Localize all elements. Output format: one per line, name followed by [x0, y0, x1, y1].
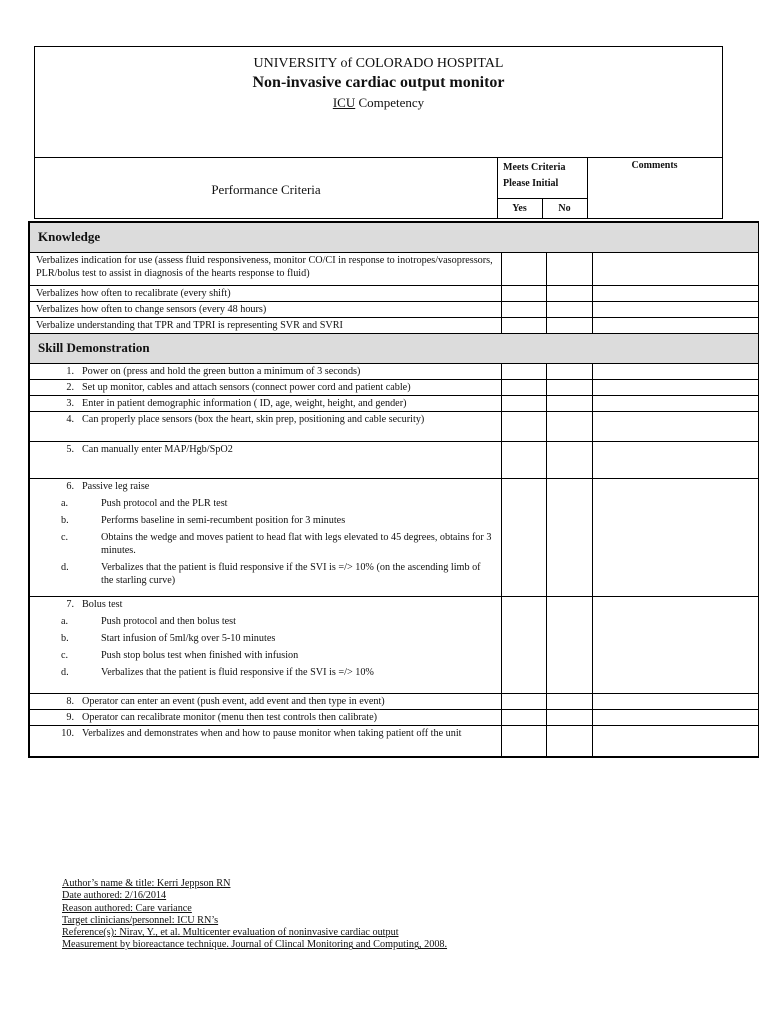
knowledge-4-yes-cell[interactable]: [502, 318, 547, 334]
footer-author: Author’s name & title: Kerri Jeppson RN: [62, 878, 231, 889]
table-row: [30, 253, 759, 286]
knowledge-3-yes-cell[interactable]: [502, 302, 547, 318]
skill-8-yes-cell[interactable]: [502, 694, 547, 710]
criterion-text: Bolus test: [82, 599, 123, 610]
skill-8-comments-cell[interactable]: [593, 694, 759, 710]
knowledge-3-no-cell[interactable]: [547, 302, 593, 318]
sub-criterion: [36, 514, 495, 527]
item-number: 8.: [66, 696, 74, 707]
meets-criteria-text: Meets Criteria: [503, 162, 566, 173]
subtitle-icu: ICU: [332, 95, 356, 110]
footer-target: Target clinicians/personnel: ICU RN’s: [62, 914, 219, 926]
table-row: [30, 597, 759, 694]
header-box: [34, 46, 723, 158]
sub-text: Obtains the wedge and moves patient to head flat with legs elevated to 45 degrees, obtains for 3 minutes.: [101, 532, 492, 556]
knowledge-1-comments-cell[interactable]: [593, 253, 759, 286]
hospital-name: UNIVERSITY of COLORADO HOSPITAL: [253, 56, 504, 71]
table-row: [30, 479, 759, 597]
criterion-cell: [30, 694, 502, 710]
skill-8-no-cell[interactable]: [547, 694, 593, 710]
sub-text: Start infusion of 5ml/kg over 5-10 minutes: [101, 633, 276, 644]
criterion-cell: [30, 597, 502, 694]
criterion-cell: [30, 726, 502, 757]
item-number: 5.: [66, 444, 74, 455]
skill-4-comments-cell[interactable]: [593, 412, 759, 442]
skill-3-comments-cell[interactable]: [593, 396, 759, 412]
table-row: [30, 286, 759, 302]
item-number: 9.: [66, 712, 74, 723]
criterion-text: Power on (press and hold the green button a minimum of 3 seconds): [82, 366, 361, 377]
performance-criteria-label: Performance Criteria: [211, 182, 321, 197]
skill-7-comments-cell[interactable]: [593, 597, 759, 694]
criterion-cell: [30, 380, 502, 396]
sub-text: Push stop bolus test when finished with infusion: [101, 650, 299, 661]
skill-7-yes-cell[interactable]: [502, 597, 547, 694]
item-number: 4.: [66, 414, 74, 425]
criterion-cell: [30, 710, 502, 726]
criterion-item: [36, 711, 495, 724]
criterion-text: Operator can enter an event (push event, add event and then type in event): [82, 696, 385, 707]
table-row: [30, 442, 759, 479]
sub-criterion: [36, 531, 495, 557]
footer-reference-cont: Measurement by bioreactance technique. Journal of Clincal Monitoring and Computing, 2008.: [62, 939, 448, 951]
knowledge-1-yes-cell[interactable]: [502, 253, 547, 286]
document-title: Non-invasive cardiac output monitor: [252, 74, 505, 91]
knowledge-2-yes-cell[interactable]: [502, 286, 547, 302]
knowledge-1-no-cell[interactable]: [547, 253, 593, 286]
criterion-item: [36, 598, 495, 611]
item-number: 10.: [61, 728, 74, 739]
knowledge-4-no-cell[interactable]: [547, 318, 593, 334]
item-number: 3.: [66, 398, 74, 409]
skill-9-comments-cell[interactable]: [593, 710, 759, 726]
sub-criterion: [36, 615, 495, 628]
criterion-item: [36, 443, 495, 456]
sub-letter: b.: [61, 633, 69, 644]
item-number: 2.: [66, 382, 74, 393]
item-number: 7.: [66, 599, 74, 610]
criterion-cell: [30, 396, 502, 412]
sub-criterion: [36, 666, 495, 679]
table-row: [30, 710, 759, 726]
sub-letter: c.: [61, 650, 69, 661]
sub-text: Verbalizes that the patient is fluid responsive if the SVI is =/> 10% (on the ascending limb of the starling curve): [101, 562, 481, 586]
please-initial-text: Please Initial: [503, 178, 559, 189]
sub-criterion: [36, 632, 495, 645]
subtitle-rest: Competency: [355, 95, 425, 110]
sub-criterion: [36, 497, 495, 510]
skill-5-yes-cell[interactable]: [502, 442, 547, 479]
knowledge-2-no-cell[interactable]: [547, 286, 593, 302]
criterion-text: Verbalizes how often to recalibrate (every shift): [30, 286, 502, 302]
criterion-cell: [30, 479, 502, 597]
criterion-item: [36, 480, 495, 493]
knowledge-2-comments-cell[interactable]: [593, 286, 759, 302]
skill-10-no-cell[interactable]: [547, 726, 593, 757]
table-row: [30, 396, 759, 412]
knowledge-3-comments-cell[interactable]: [593, 302, 759, 318]
skill-10-yes-cell[interactable]: [502, 726, 547, 757]
document-subtitle: [35, 95, 722, 111]
table-row: [30, 694, 759, 710]
sub-text: Verbalizes that the patient is fluid responsive if the SVI is =/> 10%: [101, 667, 374, 678]
item-number: 6.: [66, 481, 74, 492]
skill-2-comments-cell[interactable]: [593, 380, 759, 396]
skill-5-comments-cell[interactable]: [593, 442, 759, 479]
criterion-text: Verbalizes how often to change sensors (every 48 hours): [30, 302, 502, 318]
skill-1-yes-cell[interactable]: [502, 364, 547, 380]
skill-1-comments-cell[interactable]: [593, 364, 759, 380]
sub-letter: a.: [61, 498, 69, 509]
sub-text: Push protocol and the PLR test: [101, 498, 228, 509]
knowledge-section: [30, 223, 759, 253]
meets-criteria-label: [503, 160, 565, 192]
criterion-item: [36, 413, 495, 426]
skill-9-no-cell[interactable]: [547, 710, 593, 726]
sub-text: Performs baseline in semi-recumbent position for 3 minutes: [101, 515, 346, 526]
sub-letter: d.: [61, 667, 69, 678]
knowledge-4-comments-cell[interactable]: [593, 318, 759, 334]
skill-2-no-cell[interactable]: [547, 380, 593, 396]
sub-criterion: [36, 561, 495, 587]
sub-letter: c.: [61, 532, 69, 543]
table-row: [30, 726, 759, 757]
skill-4-no-cell[interactable]: [547, 412, 593, 442]
criterion-text: Operator can recalibrate monitor (menu then test controls then calibrate): [82, 712, 378, 723]
skill-3-no-cell[interactable]: [547, 396, 593, 412]
skill-6-no-cell[interactable]: [547, 479, 593, 597]
skill-9-yes-cell[interactable]: [502, 710, 547, 726]
skill-3-yes-cell[interactable]: [502, 396, 547, 412]
table-row: [30, 302, 759, 318]
criterion-item: [36, 695, 495, 708]
knowledge-section-title: Knowledge: [30, 223, 759, 253]
criterion-cell: [30, 442, 502, 479]
skill-10-comments-cell[interactable]: [593, 726, 759, 757]
skill-section: [30, 334, 759, 364]
criterion-text: Set up monitor, cables and attach sensors (connect power cord and patient cable): [82, 382, 411, 393]
skill-section-title: Skill Demonstration: [30, 334, 759, 364]
footer-date: Date authored: 2/16/2014: [62, 890, 167, 902]
sub-letter: a.: [61, 616, 69, 627]
sub-letter: d.: [61, 562, 69, 573]
no-column-header: No: [558, 203, 571, 214]
sub-text: Push protocol and then bolus test: [101, 616, 236, 627]
criterion-item: [36, 381, 495, 394]
comments-column-header: Comments: [631, 160, 678, 171]
criterion-item: [36, 365, 495, 378]
criterion-text: Verbalizes indication for use (assess fluid responsiveness, monitor CO/CI in response to inotropes/vasopressors, PLR/bolus test to assist in diagnosis of the hearts response to fluid): [30, 253, 502, 286]
yes-column-header: Yes: [512, 203, 527, 214]
footer-reference: Reference(s): Nirav, Y., et al. Multicenter evaluation of noninvasive cardiac output: [62, 927, 399, 939]
criteria-header: [34, 157, 723, 219]
skill-6-comments-cell[interactable]: [593, 479, 759, 597]
criterion-text: Passive leg raise: [82, 481, 150, 492]
table-row: [30, 364, 759, 380]
criterion-text: Verbalizes and demonstrates when and how to pause monitor when taking patient off the unit: [82, 728, 462, 739]
criterion-cell: [30, 364, 502, 380]
table-row: [30, 412, 759, 442]
criterion-item: [36, 727, 495, 740]
criteria-table: [28, 221, 759, 758]
table-row: [30, 380, 759, 396]
skill-6-yes-cell[interactable]: [502, 479, 547, 597]
skill-5-no-cell[interactable]: [547, 442, 593, 479]
criterion-item: [36, 397, 495, 410]
document-footer: [62, 878, 447, 952]
criterion-text: Enter in patient demographic information ( ID, age, weight, height, and gender): [82, 398, 407, 409]
skill-1-no-cell[interactable]: [547, 364, 593, 380]
criterion-text: Can manually enter MAP/Hgb/SpO2: [82, 444, 233, 455]
skill-4-yes-cell[interactable]: [502, 412, 547, 442]
criterion-text: Verbalize understanding that TPR and TPRI is representing SVR and SVRI: [30, 318, 502, 334]
item-number: 1.: [66, 366, 74, 377]
sub-letter: b.: [61, 515, 69, 526]
table-row: [30, 318, 759, 334]
criterion-cell: [30, 412, 502, 442]
skill-2-yes-cell[interactable]: [502, 380, 547, 396]
skill-7-no-cell[interactable]: [547, 597, 593, 694]
criterion-text: Can properly place sensors (box the heart, skin prep, positioning and cable security): [82, 414, 425, 425]
sub-criterion: [36, 649, 495, 662]
footer-reason: Reason authored: Care variance: [62, 902, 192, 914]
